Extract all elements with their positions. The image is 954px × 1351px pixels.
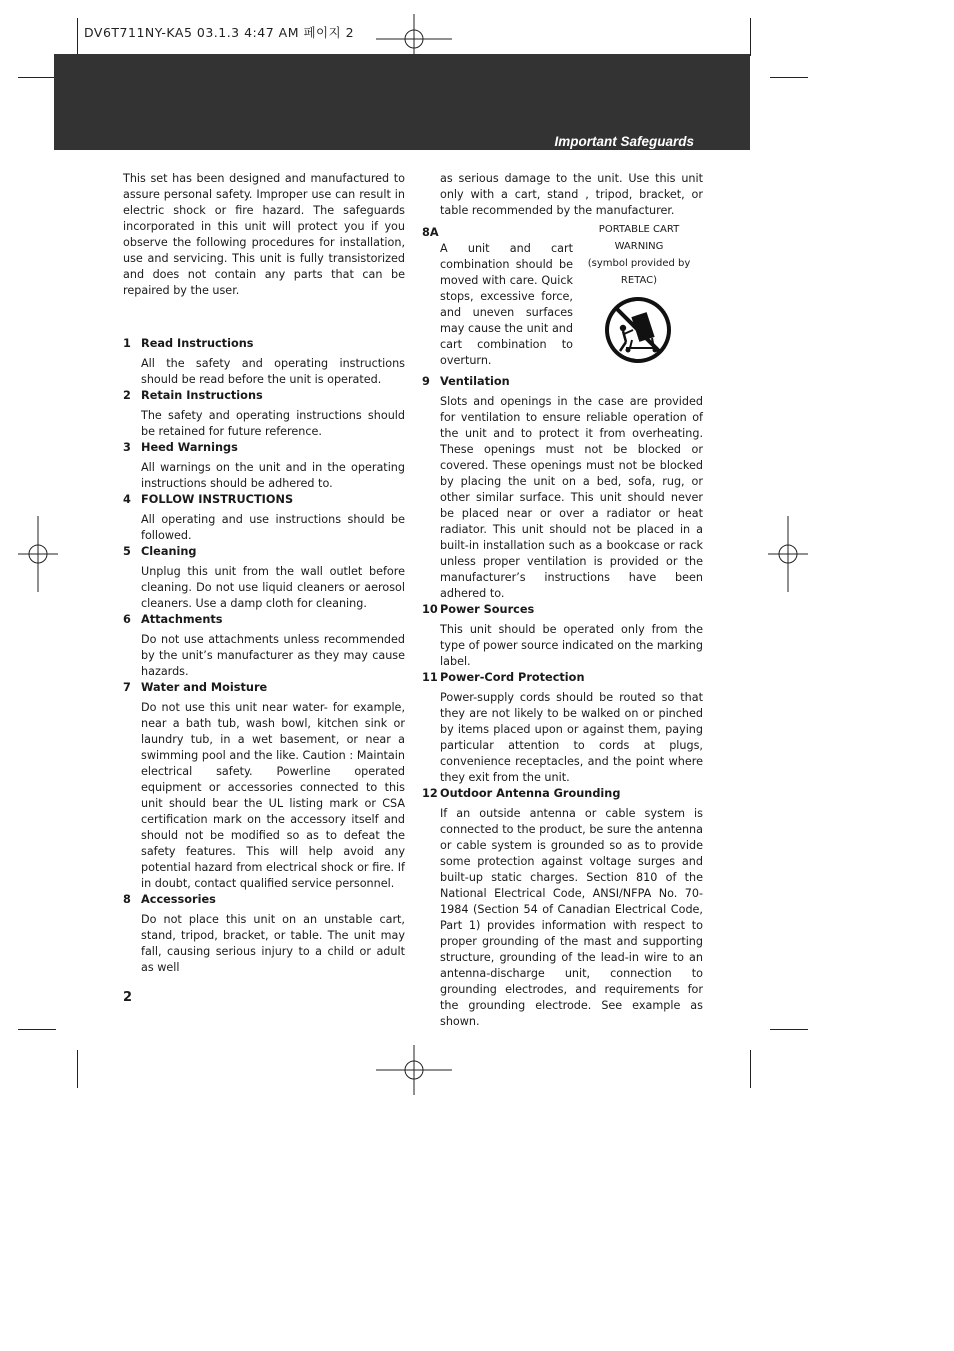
page-number: 2 — [123, 990, 133, 1005]
continuation-paragraph: as serious damage to the unit. Use this unit only with a cart, stand , tripod, bracket, or table recommended by the manufacturer. — [440, 172, 703, 217]
item-heading — [123, 440, 405, 456]
right-column — [422, 171, 703, 1030]
safeguard-item — [123, 680, 405, 892]
item-title: Cleaning — [141, 545, 197, 558]
cart-caption: (symbol provided by RETAC) — [587, 258, 691, 286]
item-title: Retain Instructions — [141, 389, 263, 402]
item-body: A unit and cart combination should be moved with care. Quick stops, excessive force, and uneven surfaces may cause the unit and cart combination to overturn. — [440, 242, 573, 367]
header-band — [54, 54, 750, 150]
item-body: Slots and openings in the case are provided for ventilation to ensure reliable operation of the unit and to protect it from overheating. These openings must not be blocked or covered. These openings must not be blocked by placing the unit on a bed, sofa, rug, or other similar surface. This unit should never be placed near or over a radiator or heat radiator. This unit should not be placed in a built-in installation such as a bookcase or rack unless proper ventilation is provided or the manufacturer’s instructions have been adhered to. — [440, 395, 703, 600]
item-title: Power-Cord Protection — [440, 671, 585, 684]
safeguard-item — [123, 336, 405, 388]
item-body: Power-supply cords should be routed so that they are not likely to be walked on or pinched by items placed upon or against them, paying particular attention to cords at plugs, convenience receptacles, and the point where they exit from the unit. — [440, 691, 703, 784]
right-item-list — [422, 374, 703, 1030]
registration-mark-icon — [18, 516, 58, 592]
safeguard-item — [123, 892, 405, 976]
safeguard-item — [422, 670, 703, 786]
crop-mark — [770, 77, 808, 78]
item-number: 6 — [123, 613, 131, 626]
safeguard-item — [422, 786, 703, 1030]
item-number: 11 — [422, 671, 438, 684]
item-heading — [123, 336, 405, 352]
item-body: This unit should be operated only from the type of power source indicated on the marking label. — [440, 623, 703, 668]
safeguard-item — [422, 374, 703, 602]
registration-mark-icon — [376, 1045, 452, 1095]
item-title: Accessories — [141, 893, 216, 906]
item-body: If an outside antenna or cable system is connected to the product, be sure the antenna or cable system is grounded so as to provide some protection against voltage surges and built-up static charges. Section 810 of the National Electrical Code, ANSI/NFPA No. 70-1984 (Section 54 of Canadian Electrical Code, Part 1) provides information with respect to proper grounding of the mast and supporting structure, grounding of the lead-in wire to an antenna-discharge unit, connection to grounding electrodes, and requirements for the grounding electrode. See example as shown. — [440, 807, 703, 1028]
item-heading — [123, 388, 405, 404]
item-number: 4 — [123, 493, 131, 506]
item-title: Water and Moisture — [141, 681, 268, 694]
item-heading — [422, 786, 703, 802]
item-title: Heed Warnings — [141, 441, 238, 454]
item-heading — [422, 670, 703, 686]
item-number: 7 — [123, 681, 131, 694]
crop-mark — [750, 1050, 751, 1088]
item-body: Do not use this unit near water- for example, near a bath tub, wash bowl, kitchen sink or laundry tub, in a wet basement, or near a swimming pool and the like. Caution : Maintain electrical safety. Powerline operated equipment or accessories connected to this unit should bear the UL listing mark or CSA certification mark on the accessory itself and should not be modified so as to defeat the safety features. This will help avoid any potential hazard from electrical shock or fire. If in doubt, contact qualified service personnel. — [141, 701, 405, 890]
item-title: Ventilation — [440, 375, 510, 388]
crop-mark — [77, 18, 78, 56]
item-body: All the safety and operating instructions should be read before the unit is operated. — [141, 357, 405, 386]
cart-warning-figure — [575, 221, 703, 366]
item-number: 12 — [422, 787, 438, 800]
safeguard-item — [123, 492, 405, 544]
item-body: The safety and operating instructions should be retained for future reference. — [141, 409, 405, 438]
left-item-list — [123, 336, 405, 976]
left-column — [123, 171, 405, 976]
item-title: Power Sources — [440, 603, 535, 616]
cart-caption: PORTABLE CART WARNING — [598, 224, 680, 252]
item-number: 3 — [123, 441, 131, 454]
item-heading — [123, 892, 405, 908]
item-body: Unplug this unit from the wall outlet before cleaning. Do not use liquid cleaners or aerosol cleaners. Use a damp cloth for cleaning. — [141, 565, 405, 610]
item-title: Read Instructions — [141, 337, 254, 350]
safeguard-item — [123, 544, 405, 612]
item-number: 10 — [422, 603, 438, 616]
item-body: Do not place this unit on an unstable cart, stand, tripod, bracket, or table. The unit may fall, causing serious injury to a child or adult as well — [141, 913, 405, 974]
item-number: 2 — [123, 389, 131, 402]
item-heading — [123, 680, 405, 696]
registration-mark-icon — [768, 516, 808, 592]
item-heading — [123, 544, 405, 560]
item-heading — [123, 492, 405, 508]
item-title: Attachments — [141, 613, 223, 626]
item-heading — [422, 602, 703, 618]
item-number: 1 — [123, 337, 131, 350]
item-heading — [123, 612, 405, 628]
portable-cart-warning-icon — [602, 294, 674, 366]
item-body: Do not use attachments unless recommended by the unit’s manufacturer as they may cause hazards. — [141, 633, 405, 678]
crop-mark — [77, 1050, 78, 1088]
safeguard-item — [123, 440, 405, 492]
section-title: Important Safeguards — [554, 134, 694, 149]
intro-paragraph: This set has been designed and manufactured to assure personal safety. Improper use can result in electric shock or fire hazard. The safeguards incorporated in this unit will protect you if you observe the following procedures for installation, use and servicing. This unit is fully transistorized and does not contain any parts that can be repaired by the user. — [123, 172, 405, 297]
crop-mark — [18, 77, 56, 78]
item-number: 5 — [123, 545, 131, 558]
crop-mark — [750, 18, 751, 56]
item-number: 8 — [123, 893, 131, 906]
safeguard-item — [123, 388, 405, 440]
crop-mark — [770, 1029, 808, 1030]
crop-mark — [18, 1029, 56, 1030]
item-number: 8A — [422, 226, 439, 239]
safeguard-item — [422, 602, 703, 670]
item-body: All warnings on the unit and in the operating instructions should be adhered to. — [141, 461, 405, 490]
item-number: 9 — [422, 375, 430, 388]
item-title: FOLLOW INSTRUCTIONS — [141, 493, 294, 506]
item-title: Outdoor Antenna Grounding — [440, 787, 621, 800]
item-8a — [422, 225, 703, 369]
print-slug: DV6T711NY-KA5 03.1.3 4:47 AM 페이지 2 — [84, 25, 355, 40]
item-body: All operating and use instructions should be followed. — [141, 513, 405, 542]
safeguard-item — [123, 612, 405, 680]
item-heading — [422, 374, 703, 390]
